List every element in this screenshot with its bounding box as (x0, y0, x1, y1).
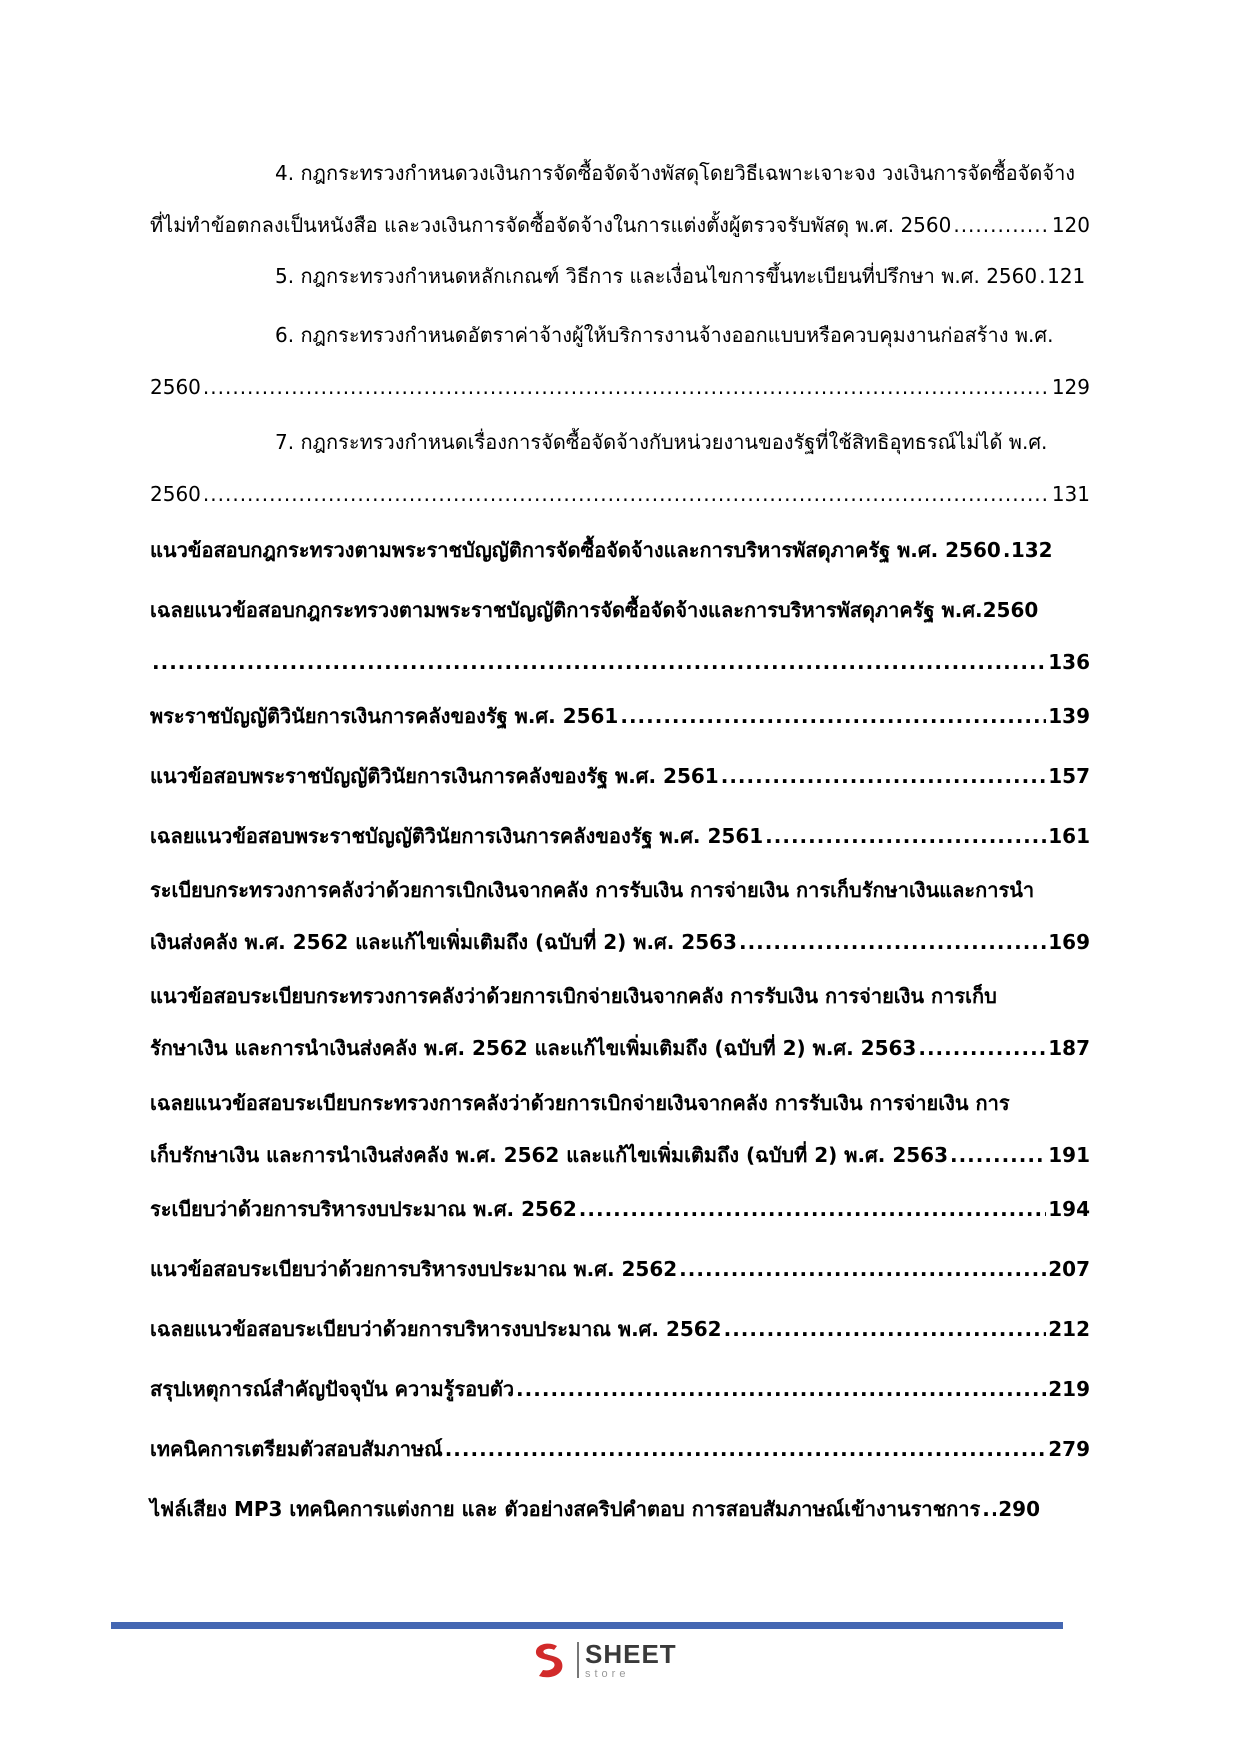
toc-entry (150, 810, 1090, 862)
toc-page-number: 279 (1048, 1437, 1090, 1461)
toc-page-number: 131 (1051, 482, 1090, 506)
toc-entry-text: 7. กฎกระทรวงกำหนดเรื่องการจัดซื้อจัดจ้างกับหน่วยงานของรัฐที่ใช้สิทธิอุทธรณ์ไม่ได้ พ.ศ. (275, 430, 1048, 454)
toc-entry-text: 5. กฎกระทรวงกำหนดหลักเกณฑ์ วิธีการ และเงื่อนไขการขึ้นทะเบียนที่ปรึกษา พ.ศ. 2560 (275, 264, 1038, 288)
toc-entry (150, 147, 1090, 251)
toc-entry-text: แนวข้อสอบกฎกระทรวงตามพระราชบัญญัติการจัดซื้อจัดจ้างและการบริหารพัสดุภาครัฐ พ.ศ. 2560 (150, 538, 1001, 562)
toc-entry (150, 864, 1090, 968)
toc-page-number: 120 (1051, 213, 1090, 237)
toc-page-number: 191 (1048, 1143, 1090, 1167)
toc-entry (150, 524, 1090, 576)
toc-entry (150, 1183, 1090, 1235)
toc-entry-text: ระเบียบกระทรวงการคลังว่าด้วยการเบิกเงินจากคลัง การรับเงิน การจ่ายเงิน การเก็บรักษาเงินและการนำ (150, 878, 1035, 902)
toc-entry-text: 6. กฎกระทรวงกำหนดอัตราค่าจ้างผู้ให้บริการงานจ้างออกแบบหรือควบคุมงานก่อสร้าง พ.ศ. (275, 323, 1054, 347)
toc-entry-text: เฉลยแนวข้อสอบกฎกระทรวงตามพระราชบัญญัติการจัดซื้อจัดจ้างและการบริหารพัสดุภาครัฐ พ.ศ.2560 (150, 598, 1039, 622)
toc-page-number: 139 (1048, 704, 1090, 728)
toc-entry-text: แนวข้อสอบระเบียบว่าด้วยการบริหารงบประมาณ พ.ศ. 2562 (150, 1257, 678, 1281)
toc-entry-text: เทคนิคการเตรียมตัวสอบสัมภาษณ์ (150, 1437, 443, 1461)
toc-page-number: 212 (1048, 1317, 1090, 1341)
toc-page-number: 290 (998, 1497, 1041, 1521)
toc-entry (150, 970, 1090, 1074)
toc-entry (150, 690, 1090, 742)
toc-entry (150, 1243, 1090, 1295)
toc-entry-text: ที่ไม่ทำข้อตกลงเป็นหนังสือ และวงเงินการจัดซื้อจัดจ้างในการแต่งตั้งผู้ตรวจรับพัสดุ พ.ศ. 2560 (150, 213, 952, 237)
toc-entry (150, 1303, 1090, 1355)
toc-entry (150, 1077, 1090, 1181)
toc-page-number: 157 (1048, 764, 1090, 788)
toc-entry-text: เฉลยแนวข้อสอบพระราชบัญญัติวินัยการเงินการคลังของรัฐ พ.ศ. 2561 (150, 824, 764, 848)
toc-page-number: 121 (1047, 264, 1086, 288)
toc-entry (150, 1483, 1090, 1535)
toc-page-number: 132 (1010, 538, 1053, 562)
toc-page-number: 187 (1048, 1036, 1090, 1060)
toc-entry-text: 2560 (150, 375, 201, 399)
toc-entry-text: 4. กฎกระทรวงกำหนดวงเงินการจัดซื้อจัดจ้างพัสดุโดยวิธีเฉพาะเจาะจง วงเงินการจัดซื้อจัดจ้าง (275, 161, 1076, 185)
toc-page-number: 129 (1051, 375, 1090, 399)
toc-entry-text: เฉลยแนวข้อสอบระเบียบกระทรวงการคลังว่าด้วยการเบิกจ่ายเงินจากคลัง การรับเงิน การจ่ายเงิน การ (150, 1091, 1010, 1115)
toc-entry-text: แนวข้อสอบพระราชบัญญัติวินัยการเงินการคลังของรัฐ พ.ศ. 2561 (150, 764, 719, 788)
toc-entry (150, 1423, 1090, 1475)
toc-entry-text: เงินส่งคลัง พ.ศ. 2562 และแก้ไขเพิ่มเติมถึง (ฉบับที่ 2) พ.ศ. 2563 (150, 930, 737, 954)
logo-separator (577, 1642, 579, 1678)
toc-entry (150, 750, 1090, 802)
footer-rule (111, 1622, 1063, 1629)
toc-entry-text: ไฟล์เสียง MP3 เทคนิคการแต่งกาย และ ตัวอย่างสคริปคำตอบ การสอบสัมภาษณ์เข้างานราชการ (150, 1497, 981, 1521)
toc-page-number: 219 (1048, 1377, 1090, 1401)
logo-subtext: store (585, 1667, 630, 1680)
toc-page-number: 136 (1048, 650, 1090, 674)
toc-entry (150, 250, 1090, 302)
toc-entry (150, 416, 1090, 520)
toc-entry-text: ระเบียบว่าด้วยการบริหารงบประมาณ พ.ศ. 2562 (150, 1197, 577, 1221)
toc-entry-text: พระราชบัญญัติวินัยการเงินการคลังของรัฐ พ.ศ. 2561 (150, 704, 619, 728)
toc-entry-text: สรุปเหตุการณ์สำคัญปัจจุบัน ความรู้รอบตัว (150, 1377, 515, 1401)
logo-text: SHEET (585, 1638, 677, 1669)
toc-entry-text: เก็บรักษาเงิน และการนำเงินส่งคลัง พ.ศ. 2562 และแก้ไขเพิ่มเติมถึง (ฉบับที่ 2) พ.ศ. 2563 (150, 1143, 948, 1167)
toc-entry-text: เฉลยแนวข้อสอบระเบียบว่าด้วยการบริหารงบประมาณ พ.ศ. 2562 (150, 1317, 722, 1341)
toc-entry (150, 1363, 1090, 1415)
toc-entry-text: แนวข้อสอบระเบียบกระทรวงการคลังว่าด้วยการเบิกจ่ายเงินจากคลัง การรับเงิน การจ่ายเงิน การเก็บ (150, 984, 997, 1008)
toc-page-number: 169 (1048, 930, 1090, 954)
toc-page-number: 194 (1048, 1197, 1090, 1221)
sheet-store-logo-icon (527, 1638, 571, 1682)
toc-entry-text: 2560 (150, 482, 201, 506)
toc-page-number: 161 (1048, 824, 1090, 848)
toc-entry-text: รักษาเงิน และการนำเงินส่งคลัง พ.ศ. 2562 และแก้ไขเพิ่มเติมถึง (ฉบับที่ 2) พ.ศ. 2563 (150, 1036, 917, 1060)
toc-entry (150, 584, 1090, 688)
sheet-store-logo (527, 1635, 687, 1685)
toc-entry (150, 309, 1090, 413)
toc-page-number: 207 (1048, 1257, 1090, 1281)
